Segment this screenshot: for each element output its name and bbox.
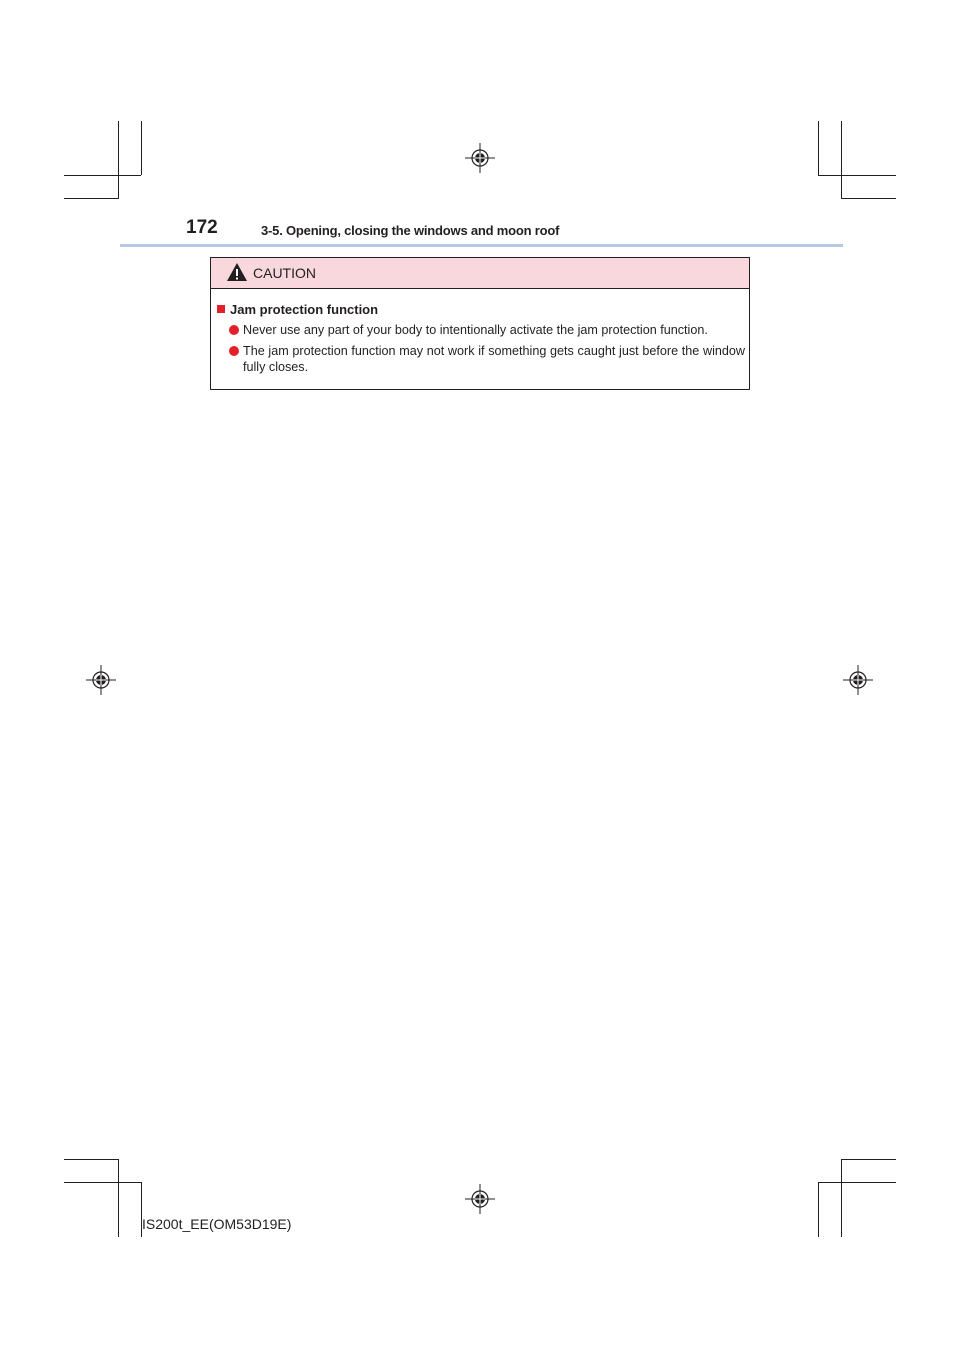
document-code: IS200t_EE(OM53D19E) — [142, 1216, 292, 1232]
caution-header — [211, 258, 749, 289]
warning-triangle-icon — [226, 262, 248, 282]
bullet-dot-icon — [229, 325, 239, 335]
header-rule — [120, 244, 843, 247]
crop-mark-icon — [118, 121, 119, 199]
list-item-text: The jam protection function may not work if something gets caught just before the window fully closes. — [243, 344, 745, 374]
page-header — [120, 214, 843, 248]
crop-mark-icon — [64, 198, 118, 199]
list-item-text: Never use any part of your body to intentionally activate the jam protection function. — [243, 323, 708, 337]
crop-mark-icon — [818, 1182, 896, 1183]
registration-target-icon — [843, 665, 873, 695]
topic-title: Jam protection function — [230, 302, 379, 317]
section-title: 3-5. Opening, closing the windows and moon roof — [261, 223, 560, 238]
crop-mark-icon — [141, 121, 142, 175]
registration-target-icon — [465, 1184, 495, 1214]
topic-heading — [217, 302, 378, 317]
crop-mark-icon — [64, 1159, 118, 1160]
crop-mark-icon — [64, 175, 141, 176]
registration-target-icon — [86, 665, 116, 695]
crop-mark-icon — [818, 1182, 819, 1237]
square-bullet-icon — [217, 305, 225, 313]
page-number: 172 — [186, 217, 218, 238]
crop-mark-icon — [118, 1159, 119, 1237]
list-item — [229, 343, 745, 375]
registration-target-icon — [465, 143, 495, 173]
crop-mark-icon — [841, 121, 842, 199]
crop-mark-icon — [818, 175, 896, 176]
list-item — [229, 322, 745, 338]
crop-mark-icon — [841, 1159, 842, 1237]
caution-box — [210, 257, 750, 390]
crop-mark-icon — [841, 1159, 896, 1160]
caution-label: CAUTION — [253, 265, 316, 281]
bullet-dot-icon — [229, 346, 239, 356]
crop-mark-icon — [841, 198, 896, 199]
crop-mark-icon — [818, 121, 819, 175]
crop-mark-icon — [64, 1182, 141, 1183]
